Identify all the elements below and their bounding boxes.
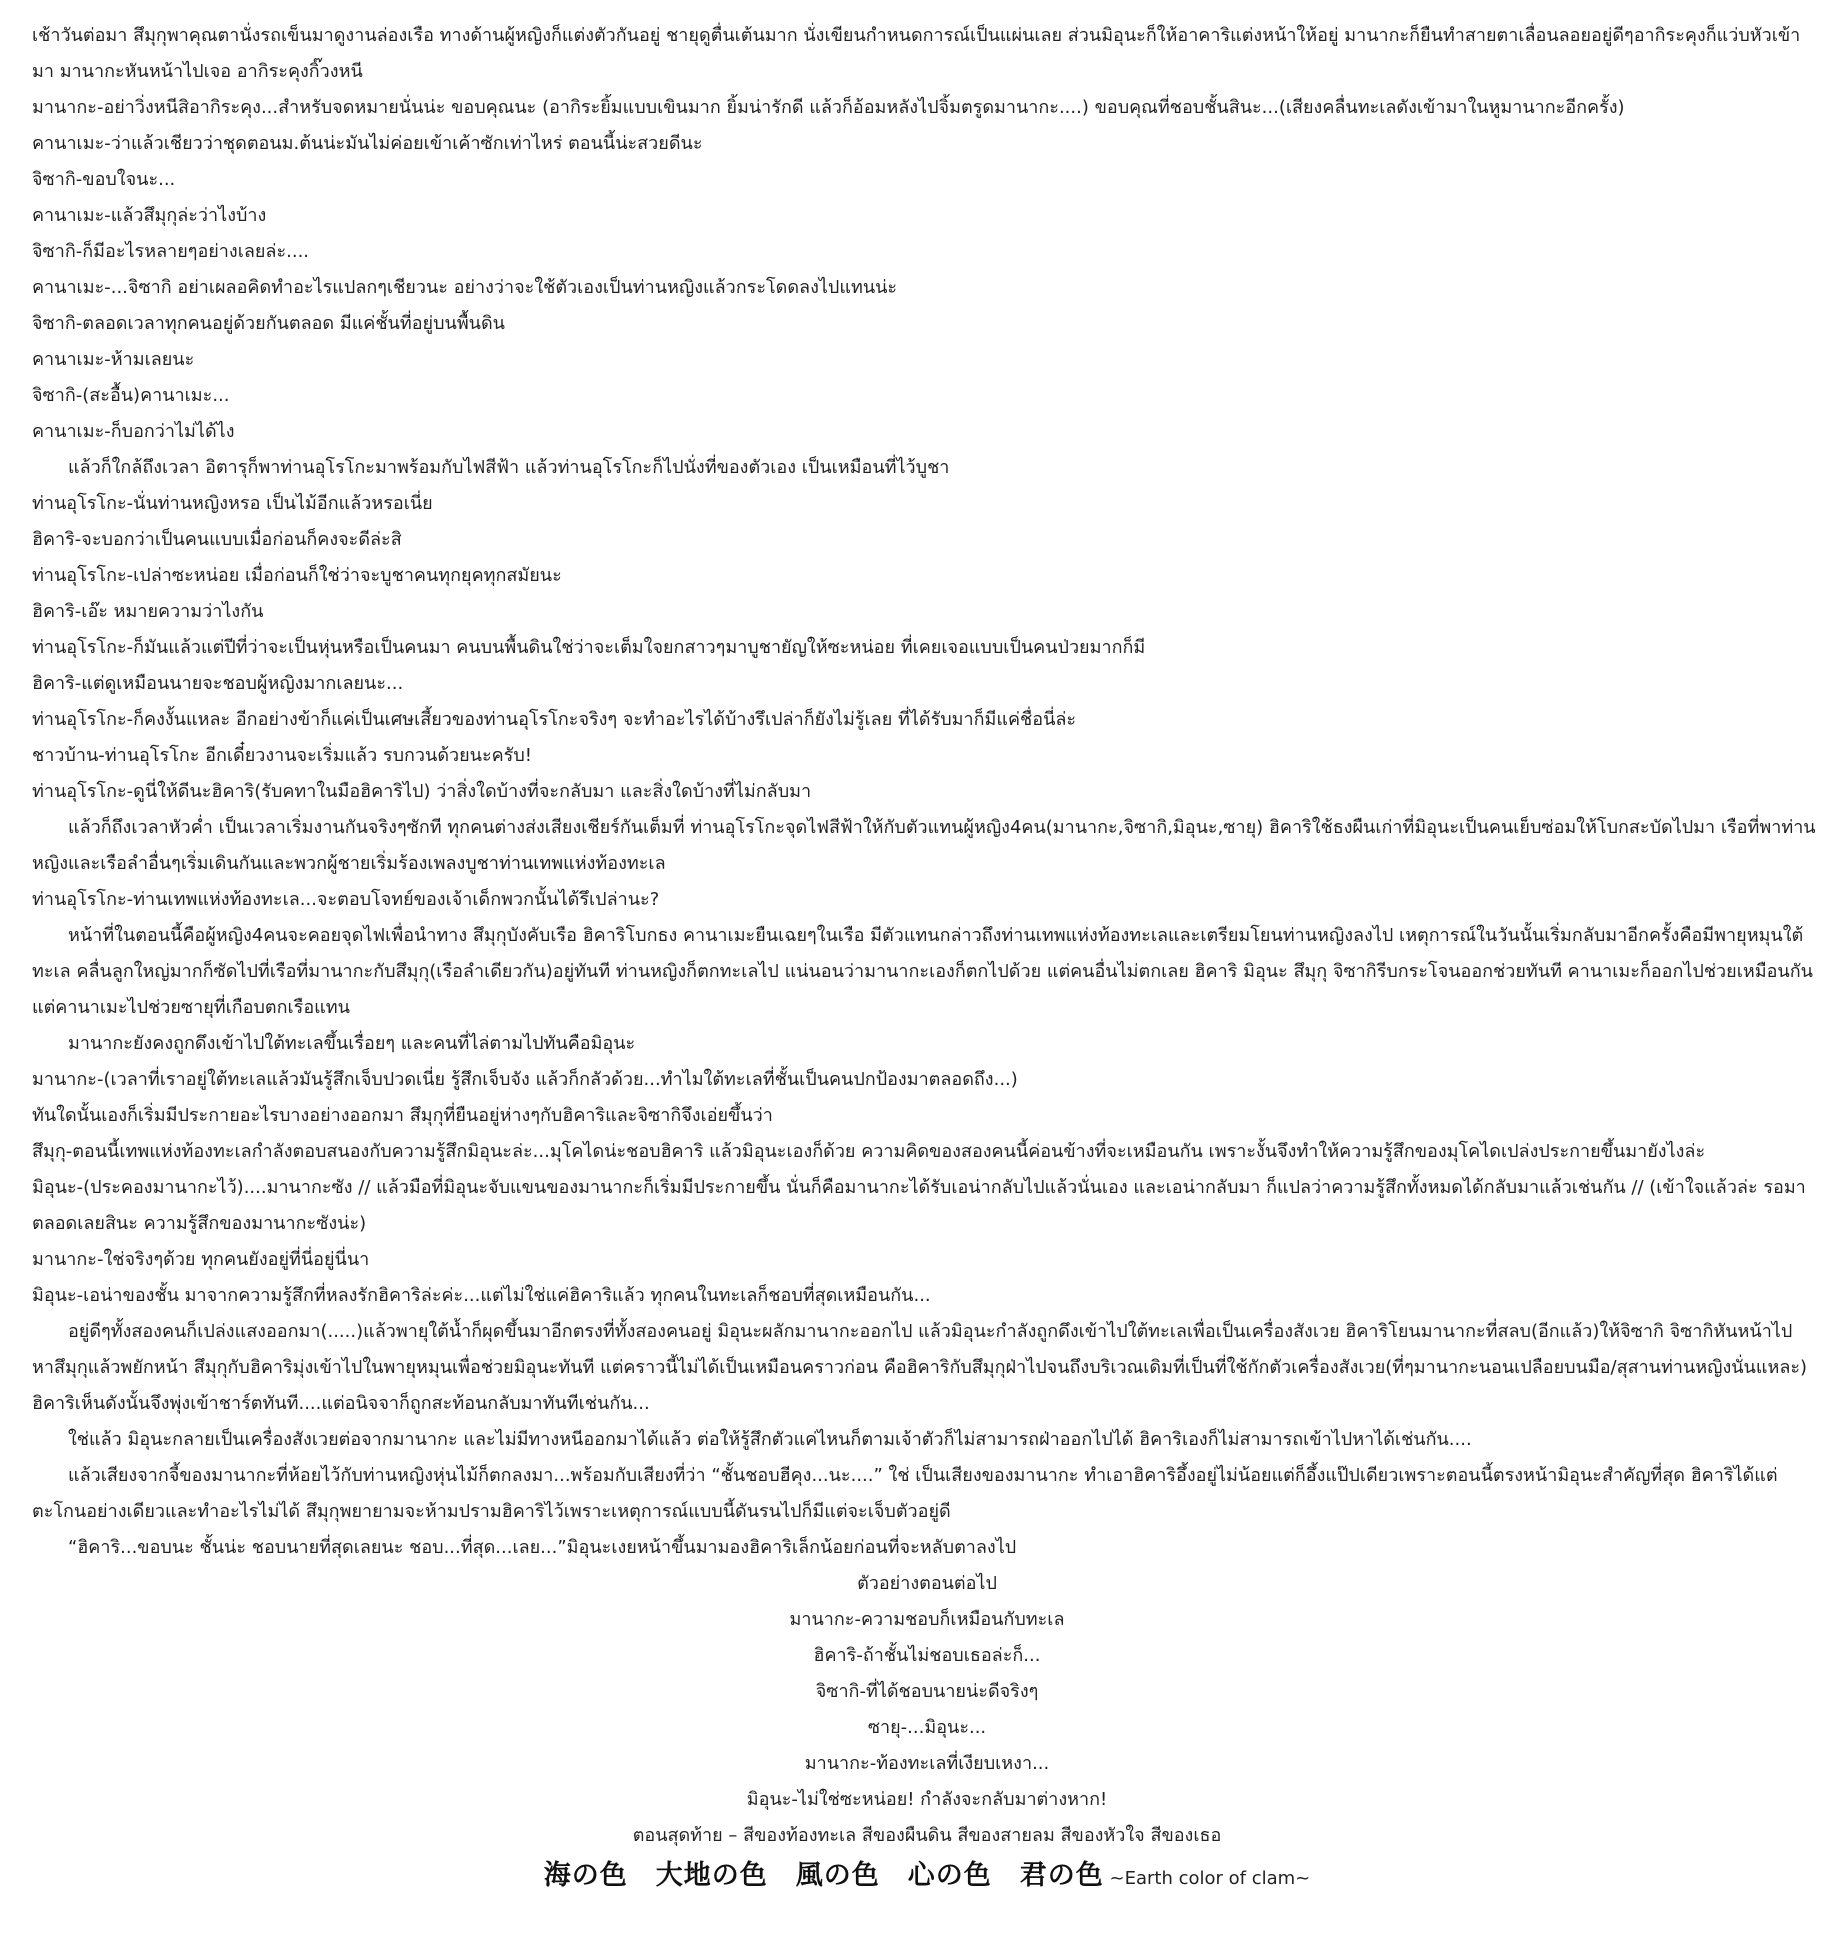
- preview-line: ฮิคาริ-ถ้าชั้นไม่ชอบเธอล่ะก็...: [813, 1645, 1041, 1666]
- dialogue-line: จิซากิ-(สะอื้น)คานาเมะ...: [32, 385, 230, 406]
- dialogue-line: ฮิคาริ-เอ๊ะ หมายความว่าไงกัน: [32, 601, 264, 622]
- paragraph: เช้าวันต่อมา สึมุกุพาคุณตานั่งรถเข็นมาดูงานล่องเรือ ทางด้านผู้หญิงก็แต่งตัวกันอยู่ ชายุดูตื่นเต้นมาก นั่งเขียนกำหนดการณ์เป็นแผ่นเลย ส่วนมิอุนะก็ให้อาคาริแต่งหน้าให้อยู่ มานากะก็ยืนทำสายตาเลื่อนลอยอยู่ดีๆอากิระคุงก็แว่บหัวเข้ามา มานากะหันหน้าไปเจอ อากิระคุงกิ๊วงหนี: [32, 25, 1801, 82]
- dialogue-line: ฮิคาริ-แต่ดูเหมือนนายจะชอบผู้หญิงมากเลยนะ...: [32, 673, 404, 694]
- dialogue-line: คานาเมะ-ก็บอกว่าไม่ได้ไง: [32, 421, 235, 442]
- dialogue-line: ท่านอุโรโกะ-เปล่าซะหน่อย เมื่อก่อนก็ใช่ว่าจะบูชาคนทุกยุคทุกสมัยนะ: [32, 565, 562, 586]
- narration-paragraph: แล้วก็ใกล้ถึงเวลา อิตารุก็พาท่านอุโรโกะมาพร้อมกับไฟสีฟ้า แล้วท่านอุโรโกะก็ไปนั่งที่ของตัวเอง เป็นเหมือนที่ไว้บูชา: [68, 457, 950, 478]
- preview-line: มานากะ-ท้องทะเลที่เงียบเหงา...: [804, 1753, 1050, 1774]
- final-episode-line: ตอนสุดท้าย – สีของท้องทะเล สีของผืนดิน สีของสายลม สีของหัวใจ สีของเธอ: [632, 1825, 1222, 1846]
- dialogue-line: ท่านอุโรโกะ-ดูนี่ให้ดีนะฮิคาริ(รับคทาในมือฮิคาริไป) ว่าสิ่งใดบ้างที่จะกลับมา และสิ่งใดบ้างที่ไม่กลับมา: [32, 781, 812, 802]
- narration-paragraph: ทันใดนั้นเองก็เริ่มมีประกายอะไรบางอย่างออกมา สึมุกุที่ยืนอยู่ห่างๆกับฮิคาริและจิซากิจึงเอ่ยขึ้นว่า: [32, 1105, 773, 1126]
- narration-paragraph: หน้าที่ในตอนนี้คือผู้หญิง4คนจะคอยจุดไฟเพื่อนำทาง สึมุกุบังคับเรือ ฮิคาริโบกธง คานาเมะยืนเฉยๆในเรือ มีตัวแทนกล่าวถึงท่านเทพแห่งท้องทะเลและเตรียมโยนท่านหญิงลงไป เหตุการณ์ในวันนั้นเริ่มกลับมาอีกครั้งคือมีพายุหมุนใต้ทะเล คลื่นลูกใหญ่มากก็ซัดไปที่เรือที่มานากะกับสึมุกุ(เรือลำเดียวกัน)อยู่ทันที ท่านหญิงก็ตกทะเลไป แน่นอนว่ามานากะเองก็ตกไปด้วย แต่คนอื่นไม่ตกเลย ฮิคาริ มิอุนะ สึมุกุ จิซากิรีบกระโจนออกช่วยทันที คานาเมะก็ออกไปช่วยเหมือนกันแต่คานาเมะไปช่วยซายุที่เกือบตกเรือแทน: [32, 925, 1813, 1018]
- dialogue-line: จิซากิ-ก็มีอะไรหลายๆอย่างเลยล่ะ....: [32, 241, 310, 262]
- dialogue-line: มานากะ-(เวลาที่เราอยู่ใต้ทะเลแล้วมันรู้สึกเจ็บปวดเนี่ย รู้สึกเจ็บจัง แล้วก็กลัวด้วย...ทำไมใต้ทะเลที่ชั้นเป็นคนปกป้องมาตลอดถึง...): [32, 1069, 1018, 1090]
- dialogue-line: ท่านอุโรโกะ-ก็มันแล้วแต่ปีที่ว่าจะเป็นหุ่นหรือเป็นคนมา คนบนพื้นดินใช่ว่าจะเต็มใจยกสาวๆมาบูชายัญให้ซะหน่อย ที่เคยเจอแบบเป็นคนป่วยมากก็มี: [32, 637, 1146, 658]
- dialogue-line: มิอุนะ-เอน่าของชั้น มาจากความรู้สึกที่หลงรักฮิคาริล่ะค่ะ...แต่ไม่ใช่แค่ฮิคาริแล้ว ทุกคนในทะเลก็ชอบที่สุดเหมือนกัน...: [32, 1285, 931, 1306]
- narration-paragraph: “ฮิคาริ...ขอบนะ ชั้นน่ะ ชอบนายที่สุดเลยนะ ชอบ...ที่สุด...เลย...”มิอุนะเงยหน้าขึ้นมามองฮิคาริเล็กน้อยก่อนที่จะหลับตาลงไป: [68, 1537, 1017, 1558]
- dialogue-line: มิอุนะ-(ประคองมานากะไว้)....มานากะซัง // แล้วมือที่มิอุนะจับแขนของมานากะก็เริ่มมีประกายขึ้น นั่นก็คือมานากะได้รับเอน่ากลับไปแล้วนั่นเอง และเอน่ากลับมา ก็แปลว่าความรู้สึกทั้งหมดได้กลับมาแล้วเช่นกัน // (เข้าใจแล้วล่ะ รอมาตลอดเลยสินะ ความรู้สึกของมานากะซังน่ะ): [32, 1177, 1806, 1234]
- narration-paragraph: อยู่ดีๆทั้งสองคนก็เปล่งแสงออกมา(.....)แล้วพายุใต้น้ำก็ผุดขึ้นมาอีกตรงที่ทั้งสองคนอยู่ มิอุนะผลักมานากะออกไป แล้วมิอุนะกำลังถูกดึงเข้าไปใต้ทะเลเพื่อเป็นเครื่องสังเวย ฮิคาริโยนมานากะที่สลบ(อีกแล้ว)ให้จิซากิ จิซากิหันหน้าไปหาสึมุกุแล้วพยักหน้า สึมุกุกับฮิคาริมุ่งเข้าไปในพายุหมุนเพื่อช่วยมิอุนะทันที แต่คราวนี้ไม่ได้เป็นเหมือนคราวก่อน คือฮิคาริกับสึมุกุฝ่าไปจนถึงบริเวณเดิมที่เป็นที่ใช้กักตัวเครื่องสังเวย(ที่ๆมานากะนอนเปลือยบนมือ/สุสานท่านหญิงนั่นแหละ) ฮิคาริเห็นดังนั้นจึงพุ่งเข้าชาร์ตทันที....แต่อนิจจาก็ถูกสะท้อนกลับมาทันทีเช่นกัน...: [32, 1321, 1808, 1414]
- dialogue-line: จิซากิ-ขอบใจนะ...: [32, 169, 176, 190]
- narration-paragraph: ใช่แล้ว มิอุนะกลายเป็นเครื่องสังเวยต่อจากมานากะ และไม่มีทางหนีออกมาได้แล้ว ต่อให้รู้สึกตัวแค่ไหนก็ตามเจ้าตัวก็ไม่สามารถฝ่าออกไปได้ ฮิคาริเองก็ไม่สามารถเข้าไปหาได้เช่นกัน....: [68, 1429, 1472, 1450]
- japanese-title: 海の色 大地の色 風の色 心の色 君の色: [543, 1860, 1104, 1891]
- dialogue-line: ฮิคาริ-จะบอกว่าเป็นคนแบบเมื่อก่อนก็คงจะดีล่ะสิ: [32, 529, 402, 550]
- dialogue-line: ท่านอุโรโกะ-ท่านเทพแห่งท้องทะเล...จะตอบโจทย์ของเจ้าเด็กพวกนั้นได้รึเปล่านะ?: [32, 889, 660, 910]
- preview-line: มานากะ-ความชอบก็เหมือนกับทะเล: [789, 1609, 1065, 1630]
- dialogue-line: ท่านอุโรโกะ-ก็คงงั้นแหละ อีกอย่างข้าก็แค่เป็นเศษเสี้ยวของท่านอุโรโกะจริงๆ จะทำอะไรได้บ้างรึเปล่าก็ยังไม่รู้เลย ที่ได้รับมาก็มีแค่ชื่อนี่ล่ะ: [32, 709, 1077, 730]
- narration-paragraph: มานากะยังคงถูกดึงเข้าไปใต้ทะเลขึ้นเรื่อยๆ และคนที่ไล่ตามไปทันคือมิอุนะ: [68, 1033, 636, 1054]
- dialogue-line: ชาวบ้าน-ท่านอุโรโกะ อีกเดี๋ยวงานจะเริ่มแล้ว รบกวนด้วยนะครับ!: [32, 745, 532, 766]
- document-body: [32, 18, 1822, 1899]
- dialogue-line: สึมุกุ-ตอนนี้เทพแห่งท้องทะเลกำลังตอบสนองกับความรู้สึกมิอุนะล่ะ...มุโคไดน่ะชอบฮิคาริ แล้วมิอุนะเองก็ด้วย ความคิดของสองคนนี้ค่อนข้างที่จะเหมือนกัน เพราะงั้นจึงทำให้ความรู้สึกของมุโคไดเปล่งประกายขึ้นมายังไงล่ะ: [32, 1141, 1706, 1162]
- dialogue-line: คานาเมะ-แล้วสึมุกุล่ะว่าไงบ้าง: [32, 205, 267, 226]
- dialogue-line: ท่านอุโรโกะ-นั่นท่านหญิงหรอ เป็นไม้อีกแล้วหรอเนี่ย: [32, 493, 433, 514]
- dialogue-line: คานาเมะ-ห้ามเลยนะ: [32, 349, 195, 370]
- narration-paragraph: แล้วก็ถึงเวลาหัวค่ำ เป็นเวลาเริ่มงานกันจริงๆซักที ทุกคนต่างส่งเสียงเชียร์กันเต็มที่ ท่านอุโรโกะจุดไฟสีฟ้าให้กับตัวแทนผู้หญิง4คน(มานากะ,จิซากิ,มิอุนะ,ซายุ) ฮิคาริใช้ธงผืนเก่าที่มิอุนะเป็นคนเย็บซ่อมให้โบกสะบัดไปมา เรือที่พาท่านหญิงและเรือลำอื่นๆเริ่มเดินกันและพวกผู้ชายเริ่มร้องเพลงบูชาท่านเทพแห่งท้องทะเล: [32, 817, 1816, 874]
- dialogue-line: จิซากิ-ตลอดเวลาทุกคนอยู่ด้วยกันตลอด มีแค่ชั้นที่อยู่บนพื้นดิน: [32, 313, 505, 334]
- preview-line: ซายุ-...มิอุนะ...: [867, 1717, 987, 1738]
- dialogue-line: มานากะ-ใช่จริงๆด้วย ทุกคนยังอยู่ที่นี่อยู่นี่นา: [32, 1249, 370, 1270]
- preview-line: มิอุนะ-ไม่ใช่ซะหน่อย! กำลังจะกลับมาต่างหาก!: [746, 1789, 1108, 1810]
- next-episode-heading: ตัวอย่างตอนต่อไป: [857, 1573, 997, 1594]
- narration-paragraph: แล้วเสียงจากจี้ของมานากะที่ห้อยไว้กับท่านหญิงหุ่นไม้ก็ตกลงมา...พร้อมกับเสียงที่ว่า “ชั้นชอบฮีคุง...นะ....” ใช่ เป็นเสียงของมานากะ ทำเอาฮิคาริอึ้งอยู่ไม่น้อยแต่ก็อึ้งแป๊ปเดียวเพราะตอนนี้ตรงหน้ามิอุนะสำคัญที่สุด ฮิคาริได้แต่ตะโกนอย่างเดียวและทำอะไรไม่ได้ สึมุกุพยายามจะห้ามปรามฮิคาริไว้เพราะเหตุการณ์แบบนี้ดันรนไปก็มีแต่จะเจ็บตัวอยู่ดี: [32, 1465, 1778, 1522]
- dialogue-line: คานาเมะ-...จิซากิ อย่าเผลอคิดทำอะไรแปลกๆเชียวนะ อย่างว่าจะใช้ตัวเองเป็นท่านหญิงแล้วกระโดดลงไปแทนน่ะ: [32, 277, 898, 298]
- dialogue-line: คานาเมะ-ว่าแล้วเชียวว่าชุดตอนม.ต้นน่ะมันไม่ค่อยเข้าเค้าซักเท่าไหร่ ตอนนี้น่ะสวยดีนะ: [32, 133, 703, 154]
- final-episode-title: [32, 1856, 1822, 1899]
- preview-line: จิซากิ-ที่ได้ชอบนายน่ะดีจริงๆ: [815, 1681, 1039, 1702]
- dialogue-line: มานากะ-อย่าวิ่งหนีสิอากิระคุง...สำหรับจดหมายนั่นน่ะ ขอบคุณนะ (อากิระยิ้มแบบเขินมาก ยิ้มน่ารักดี แล้วก็อ้อมหลังไปจิ้มตรูดมานากะ....) ขอบคุณที่ชอบชั้นสินะ...(เสียงคลื่นทะเลดังเข้ามาในหูมานากะอีกครั้ง): [32, 97, 1625, 118]
- english-subtitle: ~Earth color of clam~: [1109, 1868, 1311, 1889]
